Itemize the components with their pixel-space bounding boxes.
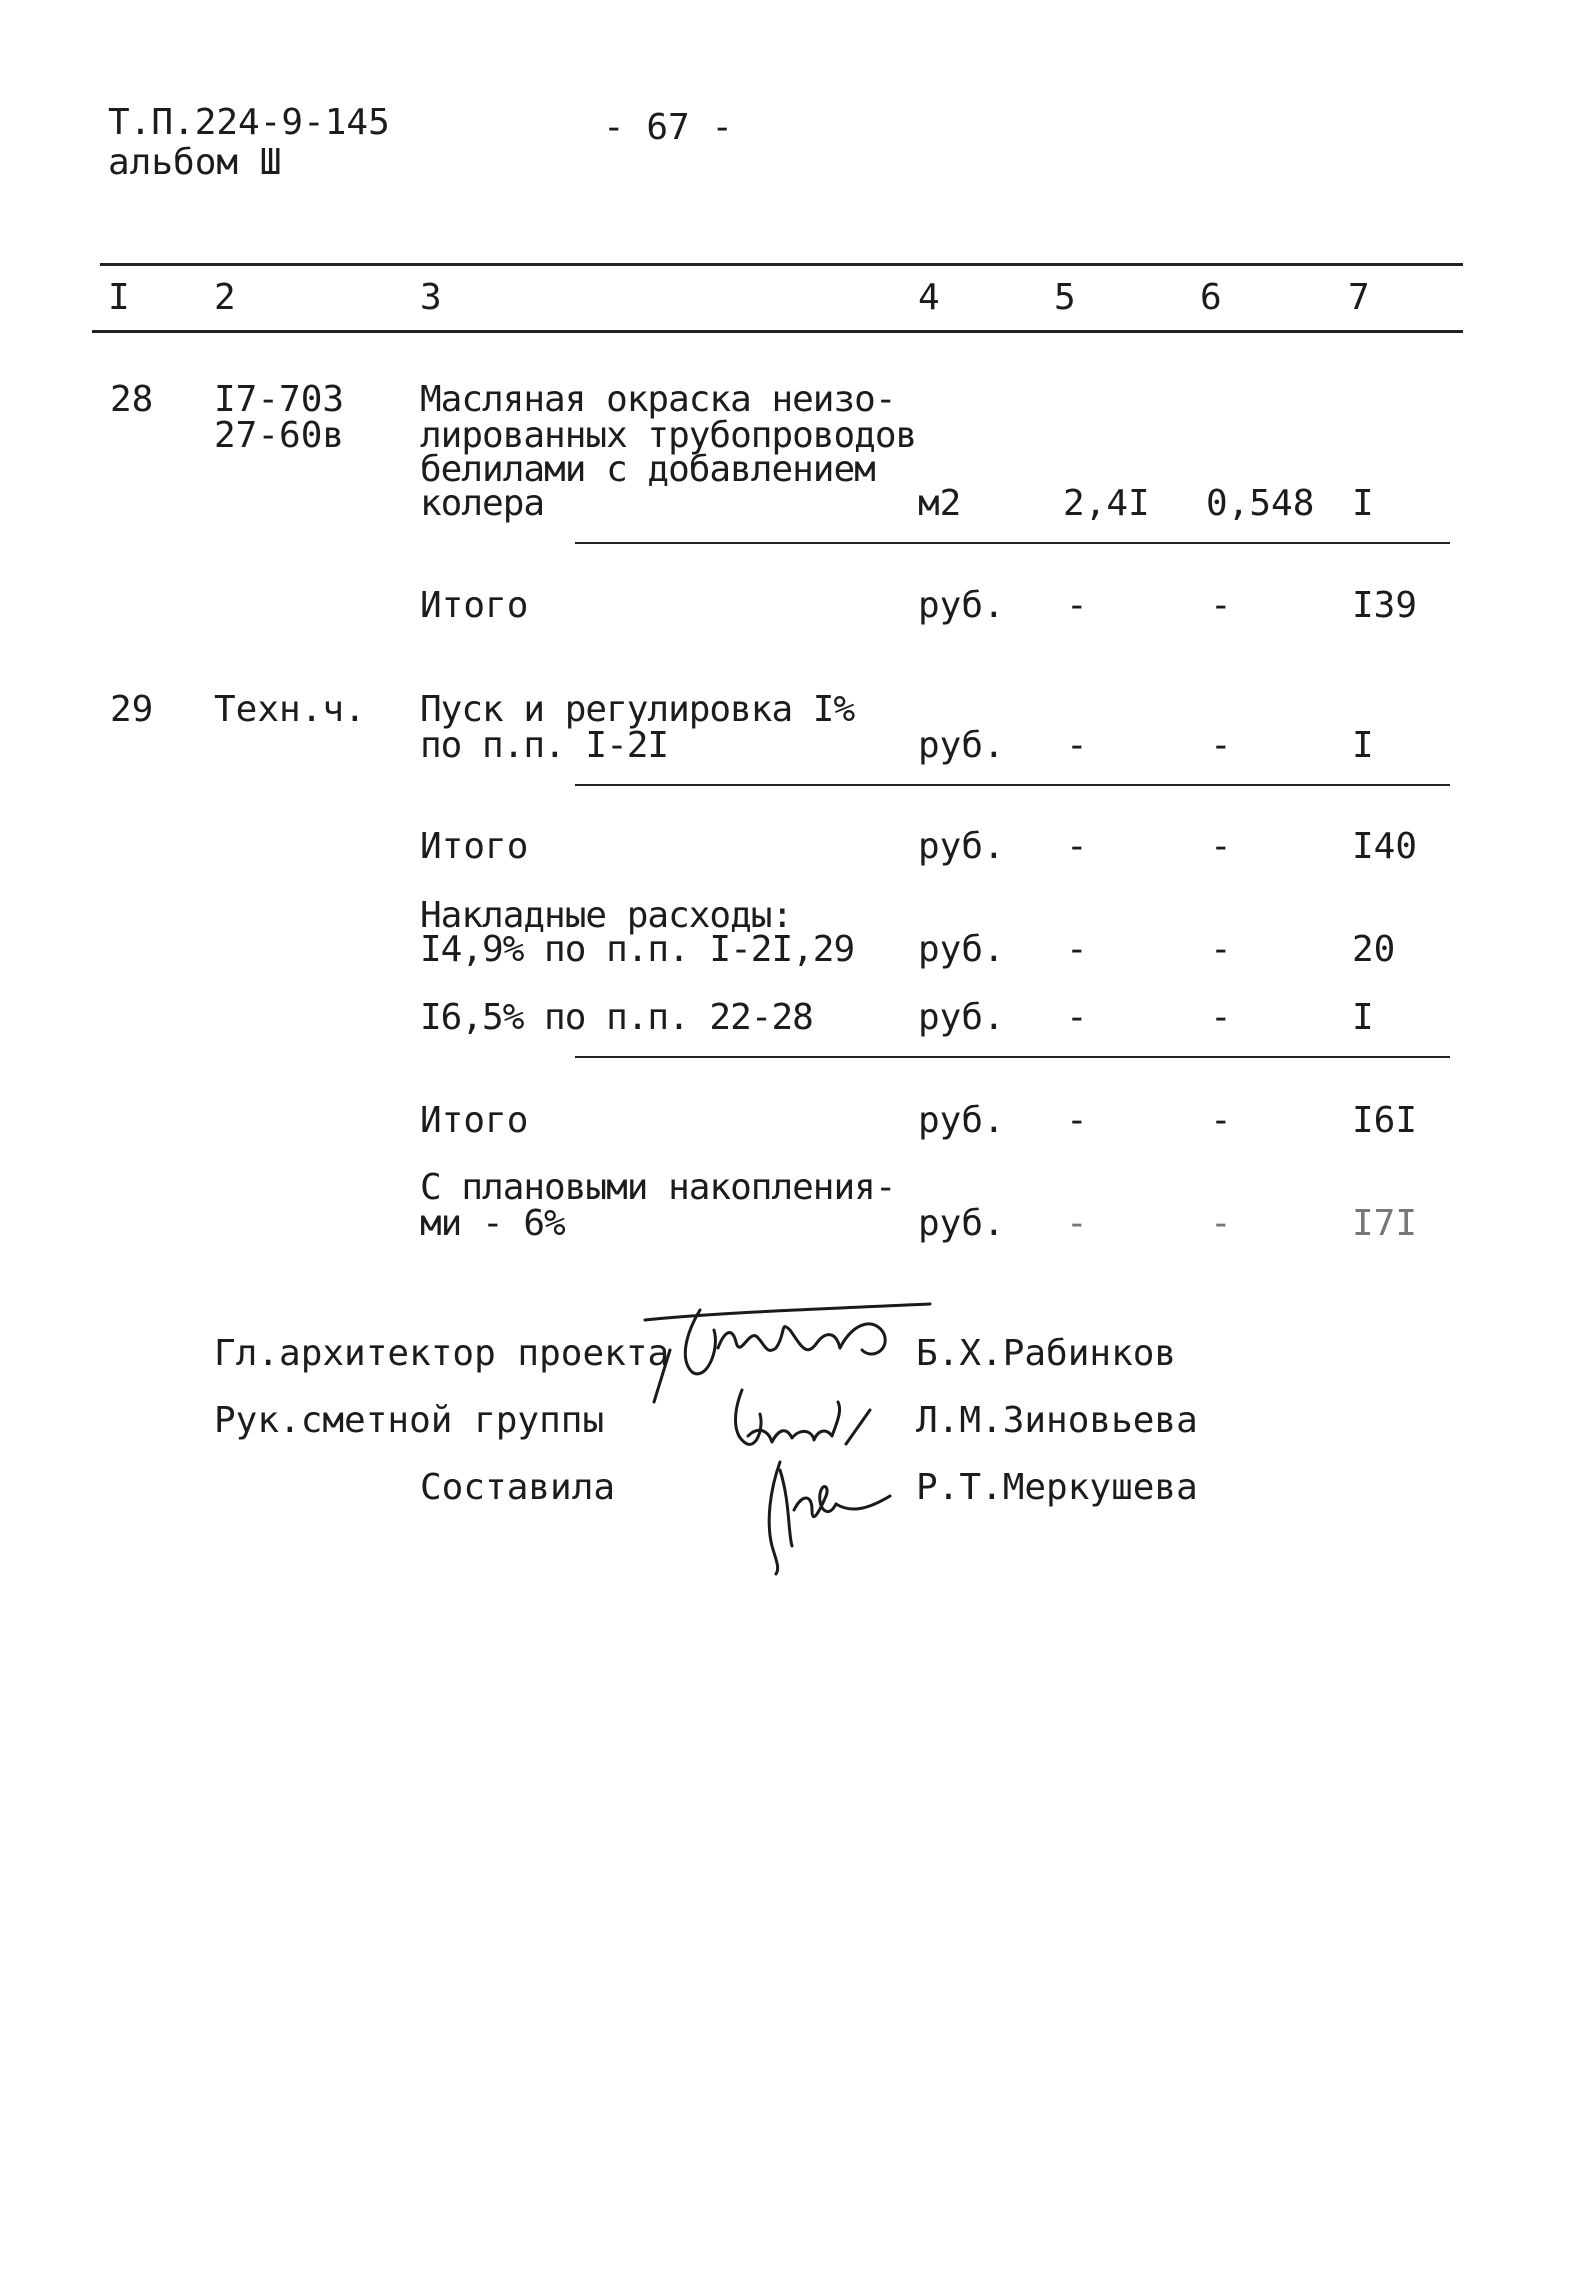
row-value-6: - (1210, 929, 1232, 970)
row-unit: руб. (918, 725, 1005, 766)
row-value-6: - (1210, 997, 1232, 1038)
row-description: Масляная окраска неизо- (420, 379, 896, 420)
col-header-4: 4 (918, 277, 940, 318)
row-value-7: I6I (1352, 1100, 1418, 1141)
row-value-7: I (1352, 725, 1374, 766)
row-value-5: - (1066, 929, 1088, 970)
row-unit: руб. (918, 1100, 1005, 1141)
doc-code: Т.П.224-9-145 (108, 102, 390, 143)
row-value-7: 20 (1352, 929, 1396, 970)
row-unit: м2 (918, 483, 962, 524)
row-unit: руб. (918, 1203, 1005, 1244)
row-number: 28 (110, 379, 154, 420)
row-label: Итого (420, 585, 529, 626)
row-value-5: - (1066, 826, 1088, 867)
row-value-7: I39 (1352, 585, 1418, 626)
row-value-5: - (1066, 585, 1088, 626)
row-value-7: I40 (1352, 826, 1418, 867)
row-value-5: - (1066, 997, 1088, 1038)
row-value-6: - (1210, 725, 1232, 766)
row-unit: руб. (918, 997, 1005, 1038)
row-description: по п.п. I-2I (420, 725, 669, 766)
row-description: белилами с добавлением (420, 449, 875, 490)
row-description: Накладные расходы: (420, 895, 793, 936)
row-description: Пуск и регулировка I% (420, 689, 855, 730)
col-header-3: 3 (420, 277, 442, 318)
header-bottom-rule (92, 330, 1463, 333)
signature-name: Р.Т.Меркушева (916, 1467, 1198, 1508)
table-top-rule (100, 263, 1463, 266)
row-value-7: I (1352, 483, 1374, 524)
row-description: С плановыми накопления- (420, 1167, 896, 1208)
row-value-6: - (1210, 826, 1232, 867)
row-description: ми - 6% (420, 1203, 565, 1244)
page-number: - 67 - (603, 107, 734, 148)
row-code: I7-703 (214, 379, 345, 420)
row-unit: руб. (918, 826, 1005, 867)
signature-name: Л.М.Зиновьева (916, 1400, 1198, 1441)
col-header-6: 6 (1200, 277, 1222, 318)
row-description: I4,9% по п.п. I-2I,29 (420, 929, 855, 970)
row-value-7: I7I (1352, 1203, 1418, 1244)
row-value-6: - (1210, 585, 1232, 626)
col-header-1: I (108, 277, 130, 318)
col-header-2: 2 (214, 277, 236, 318)
album-label: альбом Ш (108, 142, 282, 183)
row-unit: руб. (918, 585, 1005, 626)
signature-role: Составила (420, 1467, 616, 1508)
row-value-6: 0,548 (1206, 483, 1315, 524)
handwritten-signature-3 (750, 1450, 910, 1580)
row-label: Итого (420, 1100, 529, 1141)
row-value-7: I (1352, 997, 1374, 1038)
row-value-6: - (1210, 1203, 1232, 1244)
signature-name: Б.Х.Рабинков (916, 1333, 1177, 1374)
row-code: 27-60в (214, 415, 345, 456)
row-value-5: - (1066, 1100, 1088, 1141)
row-label: I6,5% по п.п. 22-28 (420, 997, 813, 1038)
row-code: Техн.ч. (214, 689, 366, 730)
subtotal-rule (575, 542, 1450, 544)
col-header-5: 5 (1054, 277, 1076, 318)
row-unit: руб. (918, 929, 1005, 970)
row-value-5: - (1066, 1203, 1088, 1244)
row-description: лированных трубопроводов (420, 415, 917, 456)
col-header-7: 7 (1348, 277, 1370, 318)
row-value-6: - (1210, 1100, 1232, 1141)
row-description: колера (420, 483, 545, 524)
row-number: 29 (110, 689, 154, 730)
signature-role: Рук.сметной группы (214, 1400, 605, 1441)
row-label: Итого (420, 826, 529, 867)
subtotal-rule (575, 784, 1450, 786)
subtotal-rule (575, 1056, 1450, 1058)
row-value-5: 2,4I (1063, 483, 1150, 524)
signature-role: Гл.архитектор проекта (214, 1333, 670, 1374)
row-value-5: - (1066, 725, 1088, 766)
